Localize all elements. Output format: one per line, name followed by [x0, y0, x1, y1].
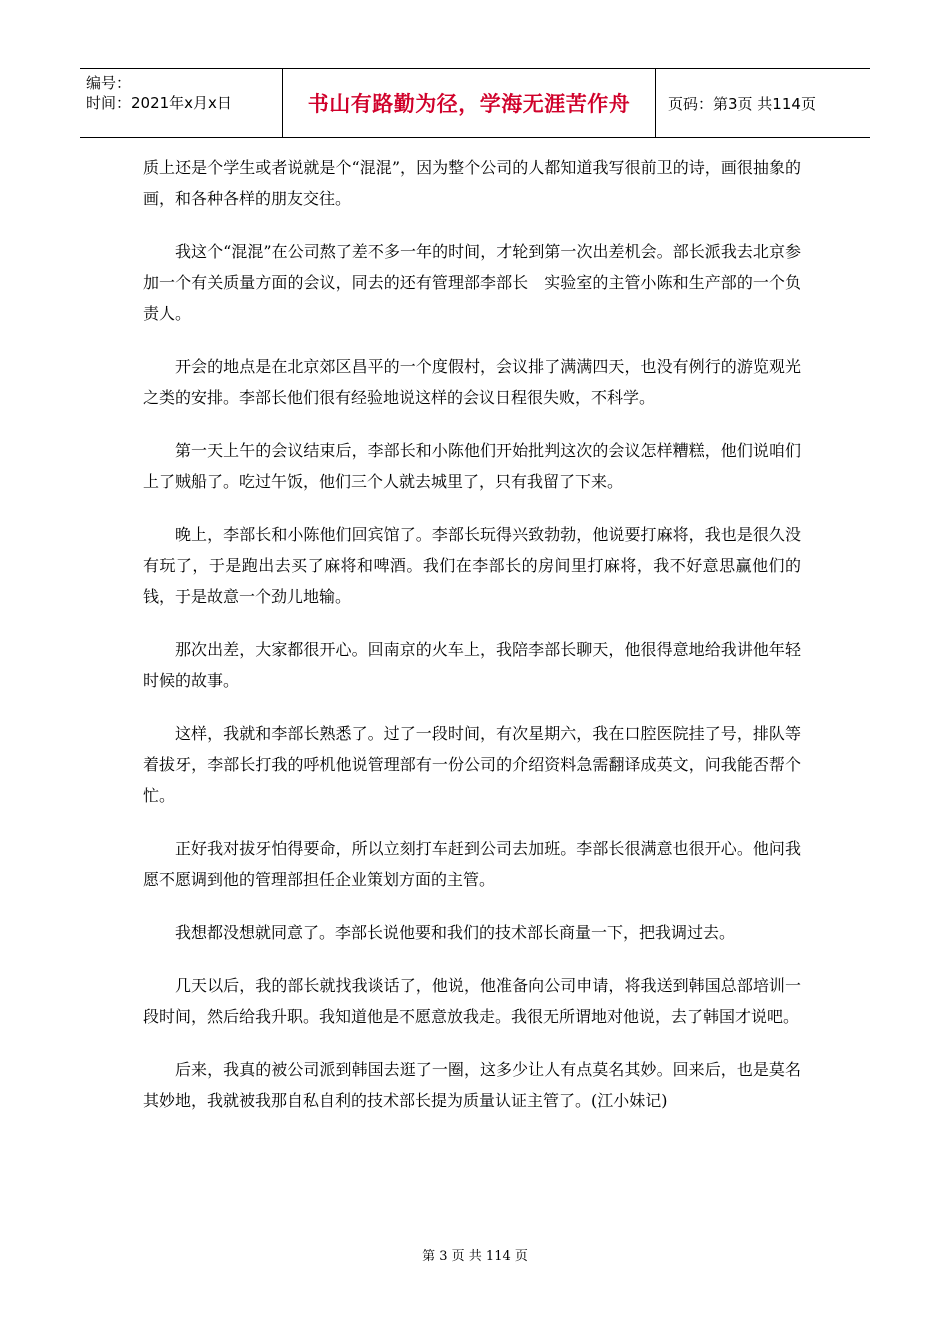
footer-page-number: 第 3 页 共 114 页 [422, 1249, 528, 1264]
paragraph: 几天以后，我的部长就找我谈话了，他说，他准备向公司申请，将我送到韩国总部培训一段时间，然后给我升职。我知道他是不愿意放我走。我很无所谓地对他说，去了韩国才说吧。 [143, 976, 801, 1026]
header-page-info [656, 69, 870, 137]
paragraph: 正好我对拔牙怕得要命，所以立刻打车赶到公司去加班。李部长很满意也很开心。他问我愿不愿调到他的管理部担任企业策划方面的主管。 [143, 839, 801, 889]
date-line: 时间：2021年x月x日 [86, 94, 232, 112]
page-footer [0, 1245, 950, 1264]
paragraph: 我想都没想就同意了。李部长说他要和我们的技术部长商量一下，把我调过去。 [175, 923, 736, 942]
header-meta [80, 69, 282, 137]
document-header [80, 68, 870, 138]
paragraph: 质上还是个学生或者说就是个“混混”，因为整个公司的人都知道我写很前卫的诗，画很抽象的画，和各种各样的朋友交往。 [143, 158, 801, 208]
paragraph: 这样，我就和李部长熟悉了。过了一段时间，有次星期六，我在口腔医院挂了号，排队等着拔牙，李部长打我的呼机他说管理部有一份公司的介绍资料急需翻译成英文，问我能否帮个忙。 [143, 724, 801, 805]
motto-text: 书山有路勤为径，学海无涯苦作舟 [307, 92, 631, 116]
page-info-text: 页码：第3页 共114页 [668, 94, 816, 113]
paragraph: 我这个“混混”在公司熬了差不多一年的时间，才轮到第一次出差机会。部长派我去北京参加一个有关质量方面的会议，同去的还有管理部李部长 实验室的主管小陈和生产部的一个负责人。 [143, 242, 801, 323]
paragraph: 第一天上午的会议结束后，李部长和小陈他们开始批判这次的会议怎样糟糕，他们说咱们上了贼船了。吃过午饭，他们三个人就去城里了，只有我留了下来。 [143, 441, 801, 491]
header-motto-cell [282, 69, 656, 137]
document-body [143, 152, 801, 1138]
paragraph: 那次出差，大家都很开心。回南京的火车上，我陪李部长聊天，他很得意地给我讲他年轻时候的故事。 [143, 640, 801, 690]
paragraph: 开会的地点是在北京郊区昌平的一个度假村，会议排了满满四天，也没有例行的游览观光之类的安排。李部长他们很有经验地说这样的会议日程很失败，不科学。 [143, 357, 801, 407]
paragraph: 晚上，李部长和小陈他们回宾馆了。李部长玩得兴致勃勃，他说要打麻将，我也是很久没有玩了，于是跑出去买了麻将和啤酒。我们在李部长的房间里打麻将，我不好意思赢他们的钱，于是故意一个劲儿地输。 [143, 525, 801, 606]
number-label: 编号： [86, 74, 132, 92]
paragraph: 后来，我真的被公司派到韩国去逛了一圈，这多少让人有点莫名其妙。回来后，也是莫名其妙地，我就被我那自私自利的技术部长提为质量认证主管了。(江小妹记) [143, 1060, 801, 1110]
